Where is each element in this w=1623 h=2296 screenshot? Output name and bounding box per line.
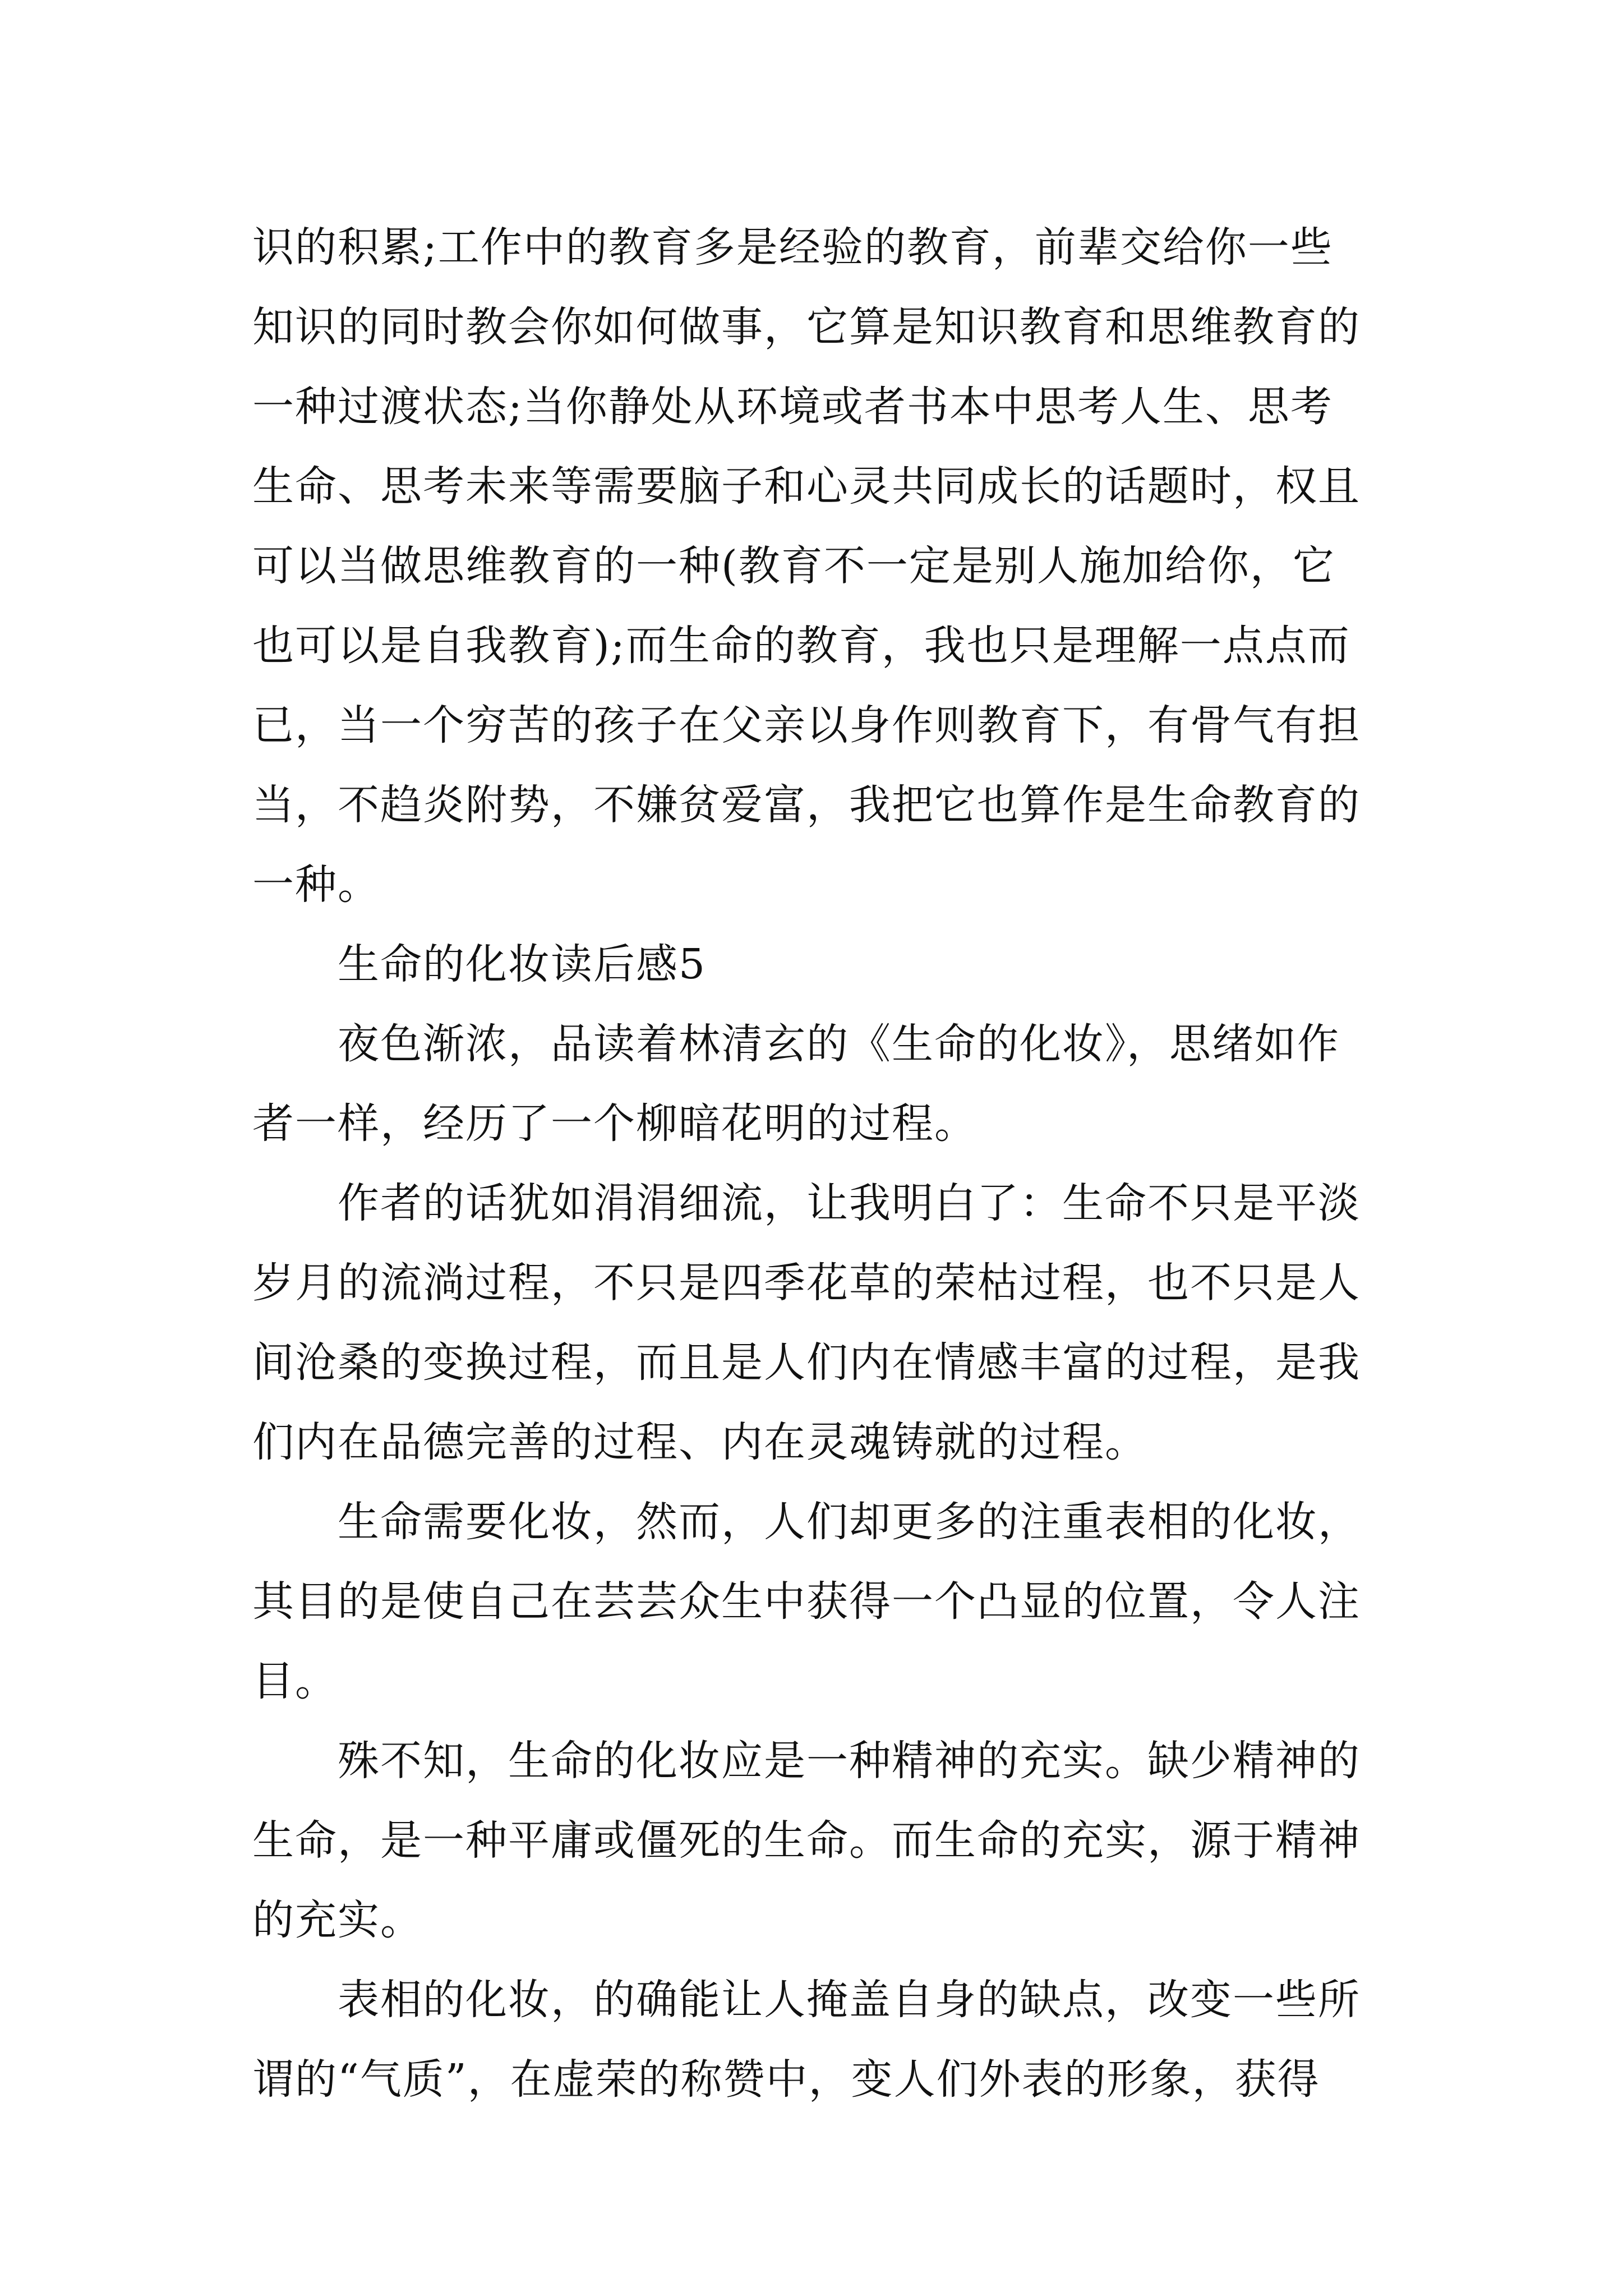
paragraph-line: 们内在品德完善的过程、内在灵魂铸就的过程。	[252, 1418, 1147, 1466]
document-body	[252, 208, 1385, 2119]
paragraph-line: 识的积累;工作中的教育多是经验的教育，前辈交给你一些	[252, 223, 1333, 272]
paragraph-line: 可以当做思维教育的一种(教育不一定是别人施加给你，它	[252, 542, 1335, 590]
paragraph-line: 岁月的流淌过程，不只是四季花草的荣枯过程，也不只是人	[252, 1259, 1361, 1307]
paragraph-line: 目。	[252, 1657, 338, 1705]
paragraph-line: 生命需要化妆，然而，人们却更多的注重表相的化妆，	[338, 1498, 1361, 1546]
paragraph-line: 表相的化妆，的确能让人掩盖自身的缺点，改变一些所	[338, 1976, 1361, 2024]
paragraph-line: 作者的话犹如涓涓细流，让我明白了：生命不只是平淡	[338, 1179, 1361, 1227]
paragraph-line: 的充实。	[252, 1896, 423, 1944]
paragraph-line: 知识的同时教会你如何做事，它算是知识教育和思维教育的	[252, 303, 1361, 351]
paragraph-line: 夜色渐浓，品读着林清玄的《生命的化妆》，思绪如作	[338, 1020, 1340, 1068]
paragraph-line: 其目的是使自己在芸芸众生中获得一个凸显的位置，令人注	[252, 1577, 1361, 1626]
paragraph-line: 一种过渡状态;当你静处从环境或者书本中思考人生、思考	[252, 383, 1333, 431]
paragraph-line: 间沧桑的变换过程，而且是人们内在情感丰富的过程，是我	[252, 1338, 1361, 1387]
paragraph-line: 已，当一个穷苦的孩子在父亲以身作则教育下，有骨气有担	[252, 701, 1361, 749]
section-heading: 生命的化妆读后感5	[338, 940, 707, 988]
paragraph-line: 殊不知，生命的化妆应是一种精神的充实。缺少精神的	[338, 1737, 1361, 1785]
paragraph-line: 当，不趋炎附势，不嫌贫爱富，我把它也算作是生命教育的	[252, 781, 1361, 829]
paragraph-line: 也可以是自我教育);而生命的教育，我也只是理解一点点而	[252, 622, 1350, 670]
paragraph-line: 一种。	[252, 861, 380, 909]
paragraph-line: 生命，是一种平庸或僵死的生命。而生命的充实，源于精神	[252, 1816, 1361, 1865]
paragraph-line: 生命、思考未来等需要脑子和心灵共同成长的话题时，权且	[252, 462, 1361, 510]
paragraph-line: 谓的“气质”，在虚荣的称赞中，变人们外表的形象，获得	[252, 2055, 1320, 2104]
paragraph-line: 者一样，经历了一个柳暗花明的过程。	[252, 1099, 977, 1148]
